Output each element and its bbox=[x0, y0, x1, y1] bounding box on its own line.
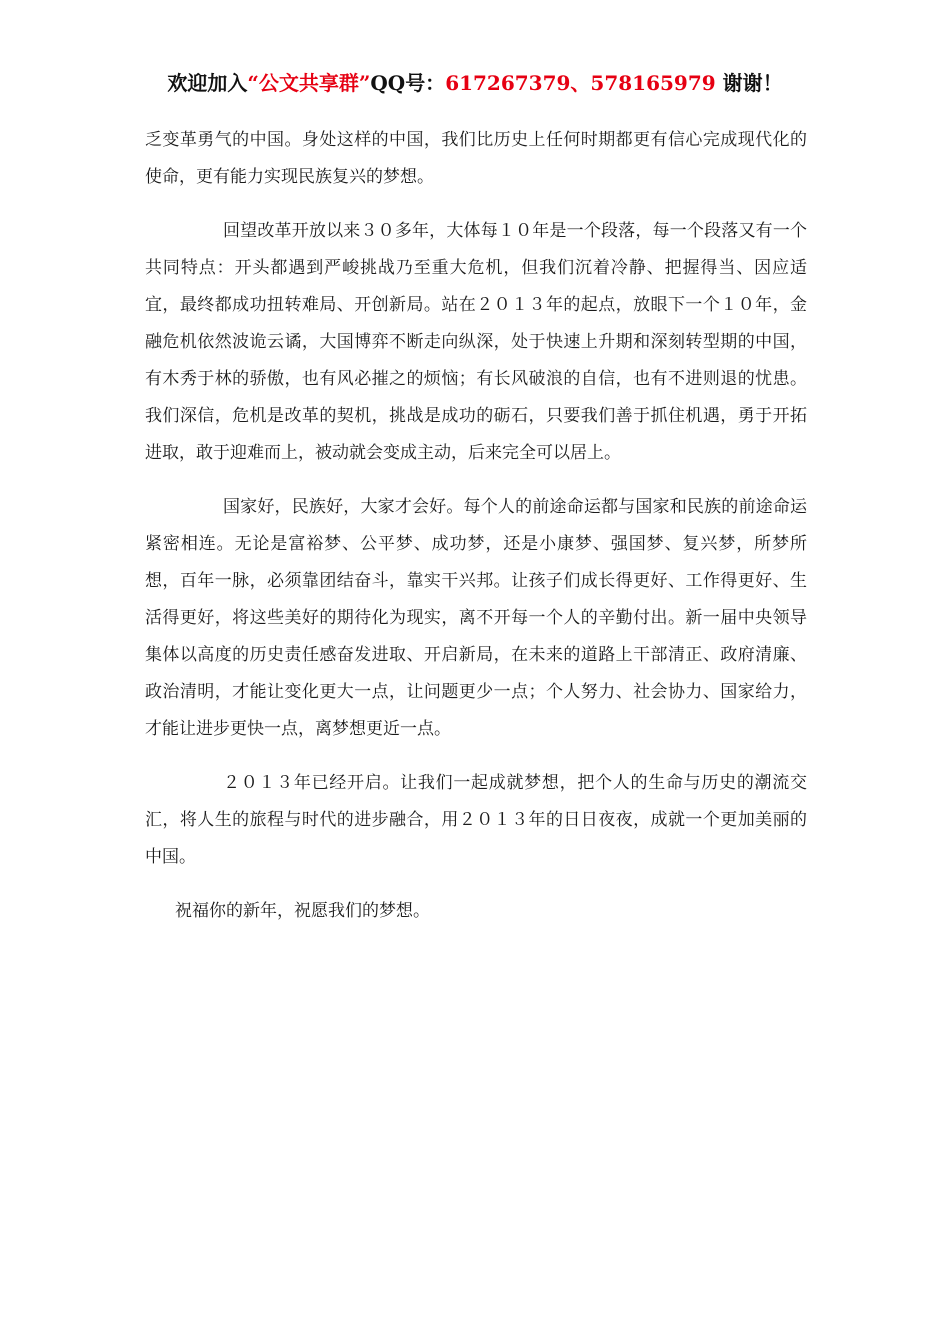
paragraph-4: ２０１３年已经开启。让我们一起成就梦想，把个人的生命与历史的潮流交汇，将人生的旅程与时代的进步融合，用２０１３年的日日夜夜，成就一个更加美丽的中国。 bbox=[145, 773, 807, 867]
header-prefix: 欢迎加入 bbox=[167, 71, 248, 95]
header-banner bbox=[0, 68, 950, 98]
qq-numbers: 617267379、578165979 bbox=[445, 71, 716, 95]
paragraph-1: 乏变革勇气的中国。身处这样的中国，我们比历史上任何时期都更有信心完成现代化的使命，更有能力实现民族复兴的梦想。 bbox=[145, 130, 807, 187]
paragraph-2: 回望改革开放以来３０多年，大体每１０年是一个段落，每一个段落又有一个共同特点：开头都遇到严峻挑战乃至重大危机，但我们沉着冷静、把握得当、因应适宜，最终都成功扭转难局、开创新局。站在２０１３年的起点，放眼下一个１０年，金融危机依然波诡云谲，大国博弈不断走向纵深，处于快速上升期和深刻转型期的中国，有木秀于林的骄傲，也有风必摧之的烦恼；有长风破浪的自信，也有不进则退的忧患。我们深信，危机是改革的契机，挑战是成功的砺石，只要我们善于抓住机遇，勇于开拓进取，敢于迎难而上，被动就会变成主动，后来完全可以居上。 bbox=[145, 221, 807, 463]
group-name: “公文共享群” bbox=[247, 71, 371, 95]
paragraph-3: 国家好，民族好，大家才会好。每个人的前途命运都与国家和民族的前途命运紧密相连。无论是富裕梦、公平梦、成功梦，还是小康梦、强国梦、复兴梦，所梦所想，百年一脉，必须靠团结奋斗，靠实干兴邦。让孩子们成长得更好、工作得更好、生活得更好，将这些美好的期待化为现实，离不开每一个人的辛勤付出。新一届中央领导集体以高度的历史责任感奋发进取、开启新局，在未来的道路上干部清正、政府清廉、政治清明，才能让变化更大一点，让问题更少一点；个人努力、社会协力、国家给力，才能让进步更快一点，离梦想更近一点。 bbox=[145, 497, 807, 739]
header-thanks: 谢谢！ bbox=[715, 71, 783, 95]
closing-blessing: 祝福你的新年，祝愿我们的梦想。 bbox=[175, 901, 430, 921]
article-body bbox=[145, 122, 807, 930]
qq-label: QQ号： bbox=[370, 71, 446, 95]
